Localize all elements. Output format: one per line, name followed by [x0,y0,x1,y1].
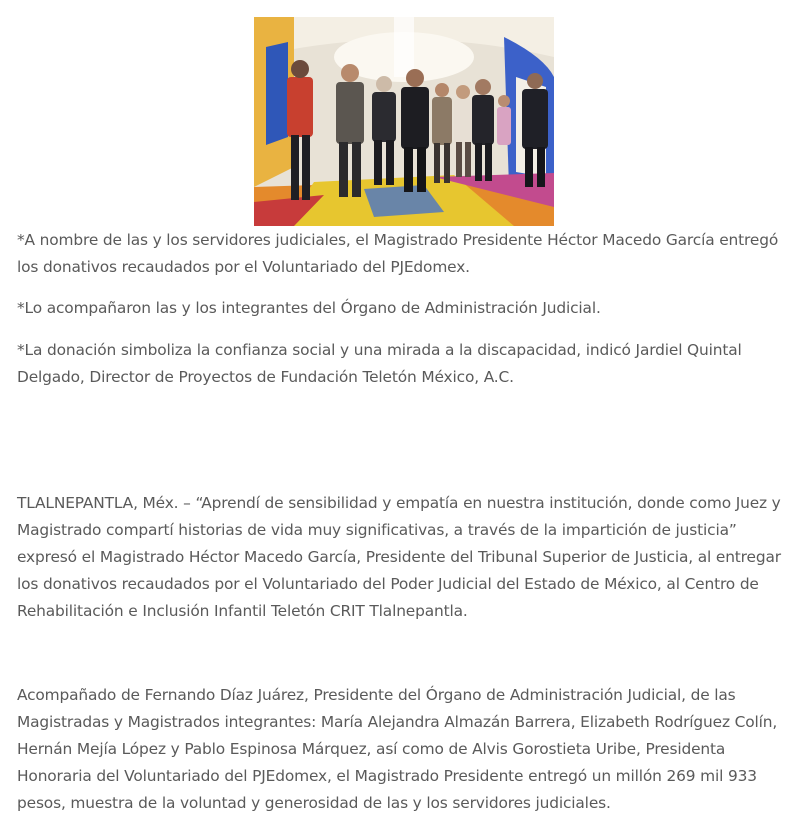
body-paragraph-1: TLALNEPANTLA, Méx. – “Aprendí de sensibilidad y empatía en nuestra institución, donde como Juez y Magistrado compartí historias de vida muy significativas, a través de la impartición de justicia” expresó el Magistrado Héctor Macedo García, Presidente del Tribunal Superior de Justicia, al entregar los donativos recaudados por el Voluntariado del Poder Judicial del Estado de México, al Centro de Rehabilitación e Inclusión Infantil Teletón CRIT Tlalnepantla. [17,494,781,620]
body-paragraph-2: Acompañado de Fernando Díaz Juárez, Presidente del Órgano de Administración Judicial, de las Magistradas y Magistrados integrantes: María Alejandra Almazán Barrera, Elizabeth Rodríguez Colín, Hernán Mejía López y Pablo Espinosa Márquez, así como de Alvis Gorostieta Uribe, Presidenta Honoraria del Voluntariado del PJEdomex, el Magistrado Presidente entregó un millón 269 mil 933 pesos, muestra de la voluntad y generosidad de las y los servidores judiciales. [17,686,778,812]
event-photo [254,17,554,226]
highlight-1: *A nombre de las y los servidores judiciales, el Magistrado Presidente Héctor Macedo García entregó los donativos recaudados por el Voluntariado del PJEdomex. [17,231,779,276]
event-photo-illustration [254,17,554,226]
highlight-2: *Lo acompañaron las y los integrantes del Órgano de Administración Judicial. [17,299,601,317]
highlight-3: *La donación simboliza la confianza social y una mirada a la discapacidad, indicó Jardiel Quintal Delgado, Director de Proyectos de Fundación Teletón México, A.C. [17,341,742,386]
